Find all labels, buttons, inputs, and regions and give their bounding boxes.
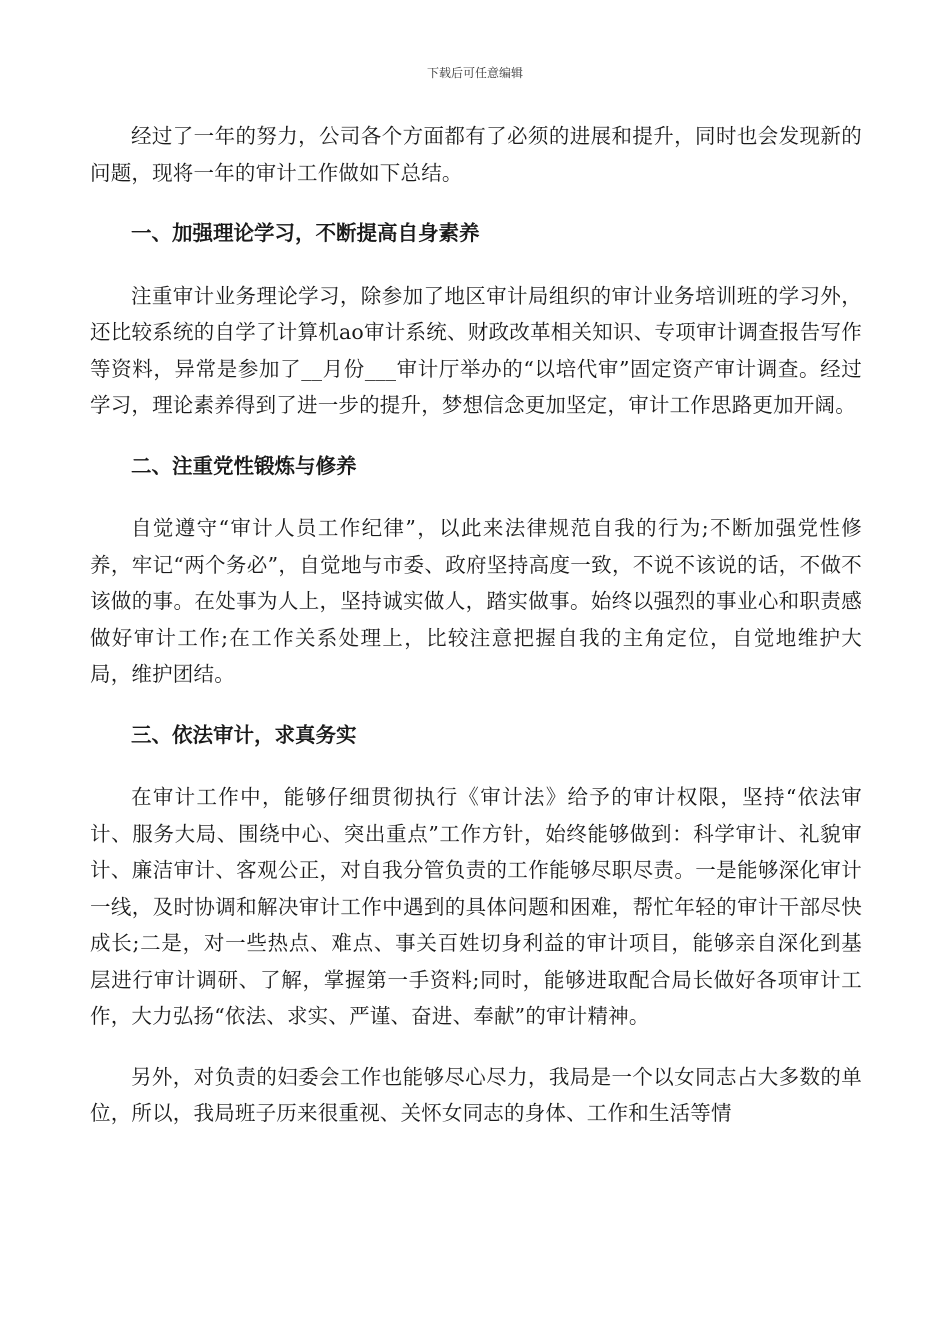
page-header-note: 下载后可任意编辑 [426,66,523,80]
intro-paragraph: 经过了一年的努力，公司各个方面都有了必须的进展和提升，同时也会发现新的问题，现将一年的审计工作做如下总结。 [90,124,862,185]
section-2-paragraph: 自觉遵守“审计人员工作纪律”，以此来法律规范自我的行为;不断加强党性修养，牢记“两个务必”，自觉地与市委、政府坚持高度一致，不说不该说的话，不做不该做的事。在处事为人上，坚持诚实做人，踏实做事。始终以强烈的事业心和职责感做好审计工作;在工作关系处理上，比较注意把握自我的主角定位，自觉地维护大局，维护团结。 [90,516,862,686]
document-body [90,118,862,1132]
section-1-heading: 一、加强理论学习，不断提高自身素养 [131,221,480,245]
section-2-heading: 二、注重党性锻炼与修养 [131,453,357,478]
section-3-heading: 三、依法审计，求真务实 [131,722,357,747]
section-3-paragraph: 在审计工作中，能够仔细贯彻执行《审计法》给予的审计权限，坚持“依法审计、服务大局、围绕中心、突出重点”工作方针，始终能够做到：科学审计、礼貌审计、廉洁审计、客观公正，对自我分管负责的工作能够尽职尽责。一是能够深化审计一线，及时协调和解决审计工作中遇到的具体问题和困难，帮忙年轻的审计干部尽快成长;二是，对一些热点、难点、事关百姓切身利益的审计项目，能够亲自深化到基层进行审计调研、了解，掌握第一手资料;同时，能够进取配合局长做好各项审计工作，大力弘扬“依法、求实、严谨、奋进、奉献”的审计精神。 [90,785,862,1028]
section-1-paragraph: 注重审计业务理论学习，除参加了地区审计局组织的审计业务培训班的学习外，还比较系统的自学了计算机ao审计系统、财政改革相关知识、专项审计调查报告写作等资料，异常是参加了__月份___审计厅举办的“以培代审”固定资产审计调查。经过学习，理论素养得到了进一步的提升，梦想信念更加坚定，审计工作思路更加开阔。 [90,283,862,417]
closing-paragraph: 另外，对负责的妇委会工作也能够尽心尽力，我局是一个以女同志占大多数的单位，所以，我局班子历来很重视、关怀女同志的身体、工作和生活等情 [90,1064,862,1125]
